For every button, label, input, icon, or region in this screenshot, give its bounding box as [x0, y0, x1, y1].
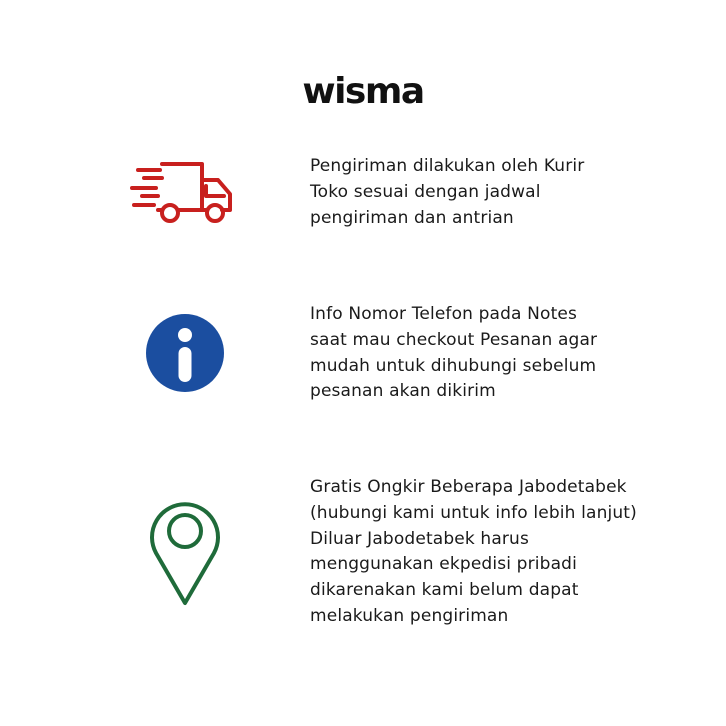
info-text-phone: Info Nomor Telefon pada Notes saat mau checkout Pesanan agar mudah untuk dihubungi sebelum pesanan akan dikirim — [310, 304, 598, 402]
info-icon — [146, 314, 224, 392]
info-item-shipping — [0, 475, 726, 635]
info-text-shipping: Gratis Ongkir Beberapa Jabodetabek (hubungi kami untuk info lebih lanjut) Diluar Jabodetabek harus menggunakan ekpedisi pribadi dikarenakan kami belum dapat melakukan pengiriman — [310, 477, 637, 626]
info-item-phone — [0, 300, 726, 410]
location-pin-icon — [147, 495, 223, 607]
info-item-delivery — [0, 150, 726, 250]
info-text-delivery: Pengiriman dilakukan oleh Kurir Toko sesuai dengan jadwal pengiriman dan antrian — [310, 156, 585, 228]
brand-logo: wisma — [302, 71, 424, 112]
delivery-truck-icon — [130, 158, 236, 228]
